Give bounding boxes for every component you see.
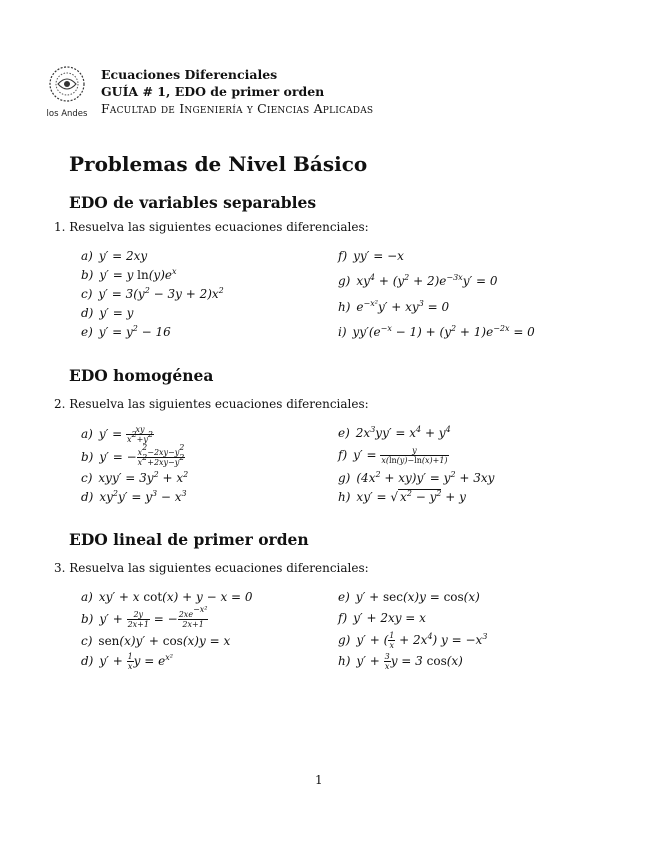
equation-1d: d) y′ = y: [81, 306, 134, 320]
equation-2a: a) y′ = $\frac{xy}{x^2+y^2}$: [81, 425, 153, 444]
faculty-name: Facultad de Ingeniería y Ciencias Aplicadas: [101, 101, 374, 116]
problem-prompt-1: 1. Resuelva las siguientes ecuaciones diferenciales:: [54, 220, 369, 234]
equation-1i: i) $yy'(e^{-x} - 1) + (y^2 + 1)e^{-2x} = 0$: [338, 324, 535, 339]
guide-title: GUÍA # 1, EDO de primer orden: [101, 84, 325, 99]
equation-3e: e) y′ + sec(x)y = cos(x): [338, 590, 480, 604]
section-heading-linear: EDO lineal de primer orden: [69, 530, 309, 549]
page-number: 1: [315, 773, 323, 787]
equation-3d: d) y′ + $\frac{1}{x}$ $y = e^{x^2}$: [81, 652, 173, 671]
equation-3g: g) y′ + ( $\frac{1}{x}$ + $2x^4$) $y = -x^3$: [338, 631, 488, 650]
equation-2d: d) $xy^2y' = y^3 - x^3$: [81, 489, 187, 504]
equation-2b: b) y′ = − $\frac{x^2-2xy-y^2}{x^2+2xy-y^2}$: [81, 443, 185, 467]
section-heading-separable: EDO de variables separables: [69, 193, 317, 212]
logo-text: los Andes: [46, 109, 88, 119]
equation-1f: f) yy′ = −x: [338, 249, 404, 263]
equation-2h: h) xy′ = √ $x^2 - y^2 + y$: [338, 489, 466, 504]
equation-1a: a) y′ = 2xy: [81, 249, 148, 263]
equation-2c: c) $xyy' = 3y^2 + x^2$: [81, 470, 189, 485]
equation-3b: b) y′ + $\frac{2y}{2x+1}$ = − $\frac{2xe^{-x^2}}{2x+1}$: [81, 605, 208, 629]
equation-2e: e) $2x^3yy' = x^4 + y^4$: [338, 425, 451, 440]
page-title: Problemas de Nivel Básico: [69, 152, 368, 176]
problem-prompt-3: 3. Resuelva las siguientes ecuaciones diferenciales:: [54, 561, 369, 575]
equation-3h: h) y′ + $\frac{3}{x}$ y = 3 cos(x): [338, 652, 463, 671]
course-title: Ecuaciones Diferenciales: [101, 67, 278, 82]
university-logo: [44, 62, 90, 120]
equation-1g: g) $xy^4 + (y^2 + 2)e^{-3x}y' = 0$: [338, 273, 498, 288]
equation-3a: a) xy′ + x cot(x) + y − x = 0: [81, 590, 253, 604]
equation-3c: c) sen(x)y′ + cos(x)y = x: [81, 634, 231, 648]
equation-3f: f) y′ + 2xy = x: [338, 611, 426, 625]
problem-prompt-2: 2. Resuelva las siguientes ecuaciones diferenciales:: [54, 397, 369, 411]
equation-1c: c) $y' = 3(y^2 - 3y + 2)x^2$: [81, 286, 224, 301]
equation-1b: b) y′ = y $\ln(y)e^x$: [81, 267, 177, 282]
equation-2f: f) y′ = $\frac{y}{x(\ln(y)-\ln(x)+1)}$: [338, 446, 448, 465]
equation-2g: g) $(4x^2 + xy)y' = y^2 + 3xy$: [338, 470, 495, 485]
equation-1h: h) $e^{-x^2}y' + xy^3 = 0$: [338, 299, 450, 314]
equation-1e: e) $y' = y^2 - 16$: [81, 324, 171, 339]
section-heading-homogeneous: EDO homogénea: [69, 366, 214, 385]
